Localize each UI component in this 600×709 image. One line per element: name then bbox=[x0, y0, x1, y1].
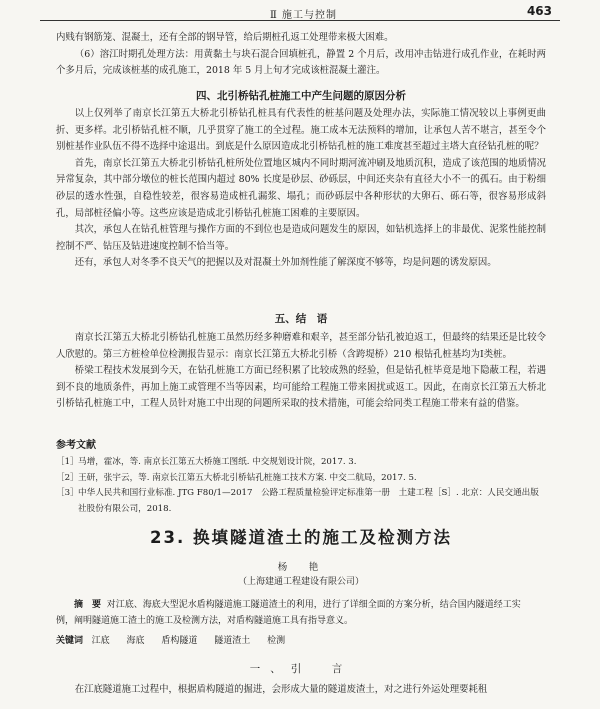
running-header bbox=[40, 4, 560, 21]
reference-item bbox=[56, 486, 546, 517]
article-author: 杨 艳 bbox=[277, 562, 325, 573]
keyword: 隧道渣土 bbox=[214, 636, 251, 646]
section-heading: 四、北引桥钻孔桩施工中产生问题的原因分析 bbox=[196, 90, 406, 102]
keyword: 江底 bbox=[91, 636, 110, 646]
abstract-label: 摘 要 bbox=[74, 600, 102, 610]
paragraph: 以上仅列举了南京长江第五大桥北引桥钻孔桩具有代表性的桩基问题及处理办法，实际施工情况较以上事例更曲折、更多样。北引桥钻孔桩不顺，几乎贯穿了施工的全过程。施工成本无法预料的增加，让承包人苦不堪言，甚至令个别桩基作业队伍不得不选择中途退出。到底是什么原因造成北引桥钻孔桩的施工难度甚至超过主塔大直径钻孔桩的呢？ bbox=[56, 108, 546, 153]
article-affiliation: （上海建通工程建设有限公司） bbox=[237, 577, 364, 587]
reference-text: 王研，张宇云，等. 南京长江第五大桥北引桥钻孔桩施工技术方案. 中交二航局，2017. 5. bbox=[78, 472, 417, 483]
keywords-label: 关键词 bbox=[56, 636, 84, 646]
reference-list bbox=[56, 455, 546, 517]
references-heading: 参考文献 bbox=[56, 440, 96, 451]
abstract-text: 对江底、海底大型泥水盾构隧道施工隧道渣土的利用，进行了详细全面的方案分析，结合国内隧道经工实例，阐明隧道施工渣土的施工及检测方法，对盾构隧道施工具有指导意义。 bbox=[56, 600, 521, 626]
paragraph: 其次，承包人在钻孔桩管理与操作方面的不到位也是造成问题发生的原因，如钻机选择上的非最优、泥浆性能控制控制不严、钻压及钻进速度控制不恰当等。 bbox=[56, 224, 546, 252]
paragraph: 南京长江第五大桥北引桥钻孔桩施工虽然历经多种磨难和艰辛，甚至部分钻孔被迫返工，但最终的结果还是比较令人欣慰的。第三方桩检单位检测报告显示：南京长江第五大桥北引桥（含跨堤桥）210 根钻孔桩基均为Ⅰ类桩。 bbox=[56, 332, 546, 360]
reference-item bbox=[56, 455, 546, 471]
section4-body bbox=[56, 106, 546, 272]
reference-number: ［1］ bbox=[56, 457, 79, 467]
keyword: 检测 bbox=[267, 636, 286, 646]
paragraph: （6）溶江时期孔处理方法：用黄黏土与块石混合回填桩孔，静置 2 个月后，改用冲击钻进行成孔作业，在耗时两个多月后，完成该桩基的成孔施工，2018 年 5 月上旬才完成该桩混凝土灌注。 bbox=[56, 48, 546, 77]
section-heading: 五、结 语 bbox=[274, 313, 328, 325]
reference-number: ［2］ bbox=[56, 472, 79, 483]
paragraph: 桥梁工程技术发展到今天，在钻孔桩施工方面已经积累了比较成熟的经验，但是钻孔桩毕竟是地下隐蔽工程，若遇到不良的地质条件，再加上施工或管理不当等因素，均可能给工程施工带来困扰或返工。因此，在南京长江第五大桥北引桥钻孔桩施工中，工程人员针对施工中出现的问题所采取的技术措施，可能会给同类工程施工带来有益的借鉴。 bbox=[56, 365, 546, 410]
page-number: 463 bbox=[526, 4, 552, 18]
paragraph: 内贱有钢筋笼、混凝土，还有全部的钢导管，给后期桩孔返工处理带来极大困难。 bbox=[56, 32, 394, 43]
reference-text: 中华人民共和国行业标准. JTG F80/1—2017 公路工程质量检验评定标准第一册 土建工程［S］. 北京：人民交通出版社股份有限公司，2018. bbox=[78, 488, 539, 514]
top-continuation bbox=[56, 30, 546, 80]
paragraph: 首先，南京长江第五大桥北引桥钻孔桩所处位置地区城内不同时期河流冲刷及地质沉积，造成了该范围的地质情况异常复杂，其中部分墩位的桩长范围内超过 80% 长度是砂层、砂砾层，中间还夹杂有直径大小不一的孤石。由于粉细砂层的透水性强，自稳性较差，很容易造成桩孔漏浆、塌孔；而砂砾层中各种形状的大卵石、砾石等，很容易形成斜孔，局部桩径偏小等。这些应该是造成北引桥钻孔桩施工困难的主要原因。 bbox=[56, 157, 546, 219]
reference-text: 马增，霍冰，等. 南京长江第五大桥施工图纸. 中交规划设计院，2017. 3. bbox=[78, 457, 357, 467]
keyword: 海底 bbox=[126, 636, 145, 646]
section5-body bbox=[56, 330, 546, 413]
keyword: 盾构隧道 bbox=[161, 636, 198, 646]
paragraph: 在江底隧道施工过程中，根据盾构隧道的掘进，会形成大量的隧道废渣土，对之进行外运处理要耗租 bbox=[74, 684, 488, 695]
section-heading: 一、引 言 bbox=[249, 663, 353, 675]
header-section-title: Ⅱ 施工与控制 bbox=[270, 10, 337, 21]
article-title: 23. 换填隧道渣土的施工及检测方法 bbox=[150, 528, 452, 547]
paragraph: 还有，承包人对冬季不良天气的把握以及对混凝土外加剂性能了解深度不够等，均是问题的诱发原因。 bbox=[74, 257, 497, 269]
abstract bbox=[56, 598, 536, 629]
reference-number: ［3］ bbox=[56, 488, 79, 498]
keywords bbox=[56, 633, 299, 646]
reference-item bbox=[56, 471, 546, 487]
